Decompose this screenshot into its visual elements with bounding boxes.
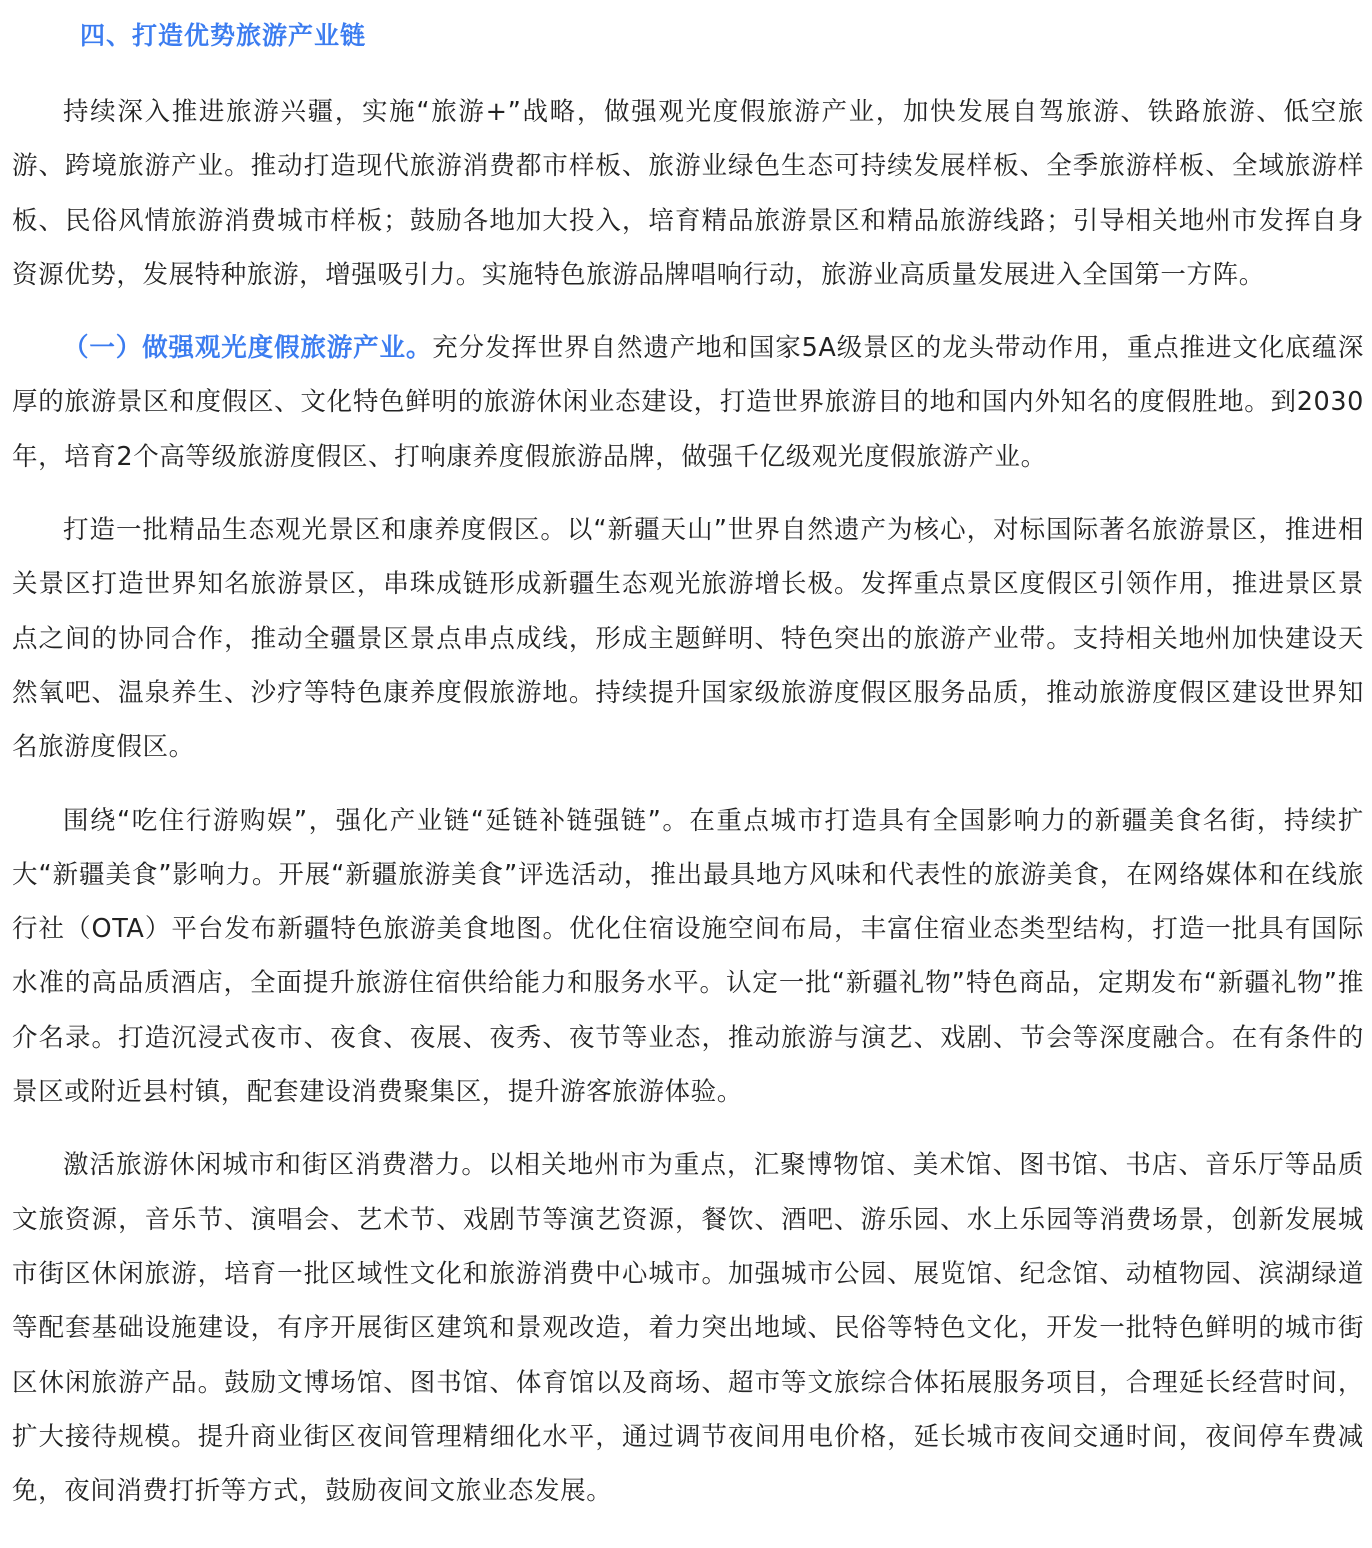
subsection-heading: （一）做强观光度假旅游产业。	[63, 333, 433, 364]
paragraph-eco-scenic: 打造一批精品生态观光景区和康养度假区。以“新疆天山”世界自然遗产为核心，对标国际著名旅游景区，推进相关景区打造世界知名旅游景区，串珠成链形成新疆生态观光旅游增长极。发挥重点景区度假区引领作用，推进景区景点之间的协同合作，推动全疆景区景点串点成线，形成主题鲜明、特色突出的旅游产业带。支持相关地州加快建设天然氧吧、温泉养生、沙疗等特色康养度假旅游地。持续提升国家级旅游度假区服务品质，推动旅游度假区建设世界知名旅游度假区。	[12, 515, 1364, 763]
section-heading: 四、打造优势旅游产业链	[80, 21, 367, 50]
paragraph-intro: 持续深入推进旅游兴疆，实施“旅游+”战略，做强观光度假旅游产业，加快发展自驾旅游、铁路旅游、低空旅游、跨境旅游产业。推动打造现代旅游消费都市样板、旅游业绿色生态可持续发展样板、全季旅游样板、全域旅游样板、民俗风情旅游消费城市样板；鼓励各地加大投入，培育精品旅游景区和精品旅游线路；引导相关地州市发挥自身资源优势，发展特种旅游，增强吸引力。实施特色旅游品牌唱响行动，旅游业高质量发展进入全国第一方阵。	[12, 97, 1364, 290]
paragraph-sightseeing	[12, 321, 1364, 484]
paragraph-city-consumption: 激活旅游休闲城市和街区消费潜力。以相关地州市为重点，汇聚博物馆、美术馆、图书馆、书店、音乐厅等品质文旅资源，音乐节、演唱会、艺术节、戏剧节等演艺资源，餐饮、酒吧、游乐园、水上乐园等消费场景，创新发展城市街区休闲旅游，培育一批区域性文化和旅游消费中心城市。加强城市公园、展览馆、纪念馆、动植物园、滨湖绿道等配套基础设施建设，有序开展街区建筑和景观改造，着力突出地域、民俗等特色文化，开发一批特色鲜明的城市街区休闲旅游产品。鼓励文博场馆、图书馆、体育馆以及商场、超市等文旅综合体拓展服务项目，合理延长经营时间，扩大接待规模。提升商业街区夜间管理精细化水平，通过调节夜间用电价格，延长城市夜间交通时间，夜间停车费减免，夜间消费打折等方式，鼓励夜间文旅业态发展。	[12, 1150, 1364, 1507]
subsection-body: 充分发挥世界自然遗产地和国家5A级景区的龙头带动作用，重点推进文化底蕴深厚的旅游景区和度假区、文化特色鲜明的旅游休闲业态建设，打造世界旅游目的地和国内外知名的度假胜地。到2030年，培育2个高等级旅游度假区、打响康养度假旅游品牌，做强千亿级观光度假旅游产业。	[12, 333, 1364, 472]
paragraph-industry-chain: 围绕“吃住行游购娱”，强化产业链“延链补链强链”。在重点城市打造具有全国影响力的新疆美食名街，持续扩大“新疆美食”影响力。开展“新疆旅游美食”评选活动，推出最具地方风味和代表性的旅游美食，在网络媒体和在线旅行社（OTA）平台发布新疆特色旅游美食地图。优化住宿设施空间布局，丰富住宿业态类型结构，打造一批具有国际水准的高品质酒店，全面提升旅游住宿供给能力和服务水平。认定一批“新疆礼物”特色商品，定期发布“新疆礼物”推介名录。打造沉浸式夜市、夜食、夜展、夜秀、夜节等业态，推动旅游与演艺、戏剧、节会等深度融合。在有条件的景区或附近县村镇，配套建设消费聚集区，提升游客旅游体验。	[12, 805, 1364, 1108]
